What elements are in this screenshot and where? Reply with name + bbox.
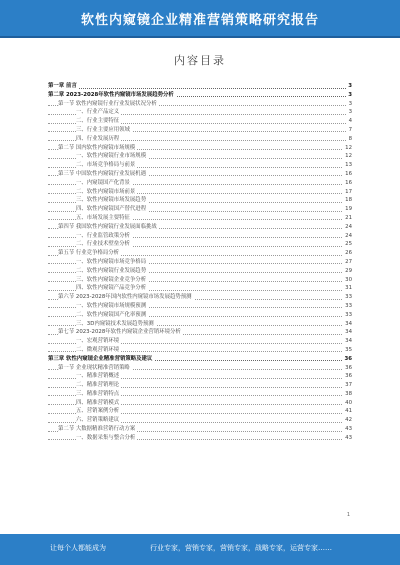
toc-entry-sub[interactable] xyxy=(48,196,352,205)
toc-entry-sub[interactable] xyxy=(48,390,352,399)
toc-entry-page: 27 xyxy=(345,258,352,265)
toc-entry-page: 13 xyxy=(345,162,352,169)
toc-entry-sub[interactable] xyxy=(48,240,352,249)
toc-entry-label: 一、精准营销概述 xyxy=(76,373,120,380)
toc-entry-label: 一、软性内窥镜行业市场规模 xyxy=(76,153,147,160)
toc-entry-page: 12 xyxy=(345,153,352,160)
footer-slogan-left: 让每个人都能成为 xyxy=(50,544,106,552)
toc-entry-sub[interactable] xyxy=(48,179,352,188)
toc-entry-sub[interactable] xyxy=(48,267,352,276)
toc-entry-label: 第二节 国内软性内窥镜市场规模 xyxy=(58,144,136,151)
toc-entry-page: 36 xyxy=(345,364,352,371)
toc-entry-page: 3 xyxy=(348,91,352,98)
toc-entry-sub[interactable] xyxy=(48,232,352,241)
toc-entry-label: 第一章 前言 xyxy=(48,83,77,89)
toc-entry-page: 3 xyxy=(348,100,352,107)
toc-entry-page: 16 xyxy=(345,170,352,177)
toc-entry-section[interactable] xyxy=(48,100,352,109)
toc-entry-label: 二、精准营销理论 xyxy=(76,382,120,389)
toc-entry-label: 六、营销策略建议 xyxy=(76,417,120,424)
toc-entry-section[interactable] xyxy=(48,144,352,153)
header-divider xyxy=(0,36,400,38)
toc-entry-page: 19 xyxy=(345,206,352,213)
toc-entry-sub[interactable] xyxy=(48,311,352,320)
dot-leader xyxy=(48,88,352,89)
toc-entry-sub[interactable] xyxy=(48,416,352,425)
toc-entry-chapter[interactable] xyxy=(48,91,352,100)
toc-entry-page: 31 xyxy=(345,285,352,292)
toc-entry-page: 24 xyxy=(345,223,352,230)
toc-entry-label: 三、精准营销特点 xyxy=(76,390,120,397)
toc-entry-sub[interactable] xyxy=(48,205,352,214)
toc-entry-label: 第五节 行业竞争格局分析 xyxy=(58,250,120,257)
toc-entry-page: 21 xyxy=(345,214,352,221)
toc-entry-sub[interactable] xyxy=(48,135,352,144)
toc-entry-sub[interactable] xyxy=(48,108,352,117)
toc-entry-sub[interactable] xyxy=(48,399,352,408)
toc-entry-section[interactable] xyxy=(48,170,352,179)
toc-entry-label: 四、精准营销模式 xyxy=(76,399,120,406)
toc-entry-label: 第二章 2023-2028年软性内窥镜市场发展趋势分析 xyxy=(48,91,174,98)
toc-heading: 内容目录 xyxy=(174,54,226,67)
toc-entry-sub[interactable] xyxy=(48,214,352,223)
toc-entry-chapter[interactable] xyxy=(48,82,352,91)
toc-entry-page: 7 xyxy=(348,126,352,133)
toc-entry-page: 29 xyxy=(345,267,352,274)
toc-entry-page: 24 xyxy=(345,232,352,239)
toc-entry-page: 26 xyxy=(345,250,352,257)
toc-entry-page: 8 xyxy=(348,135,352,142)
toc-entry-section[interactable] xyxy=(48,364,352,373)
toc-entry-sub[interactable] xyxy=(48,372,352,381)
toc-entry-label: 五、营销案例分析 xyxy=(76,408,120,415)
toc-entry-label: 一、行业监管政策分析 xyxy=(76,232,130,239)
toc-entry-chapter[interactable] xyxy=(48,355,352,364)
toc-entry-section[interactable] xyxy=(48,223,352,232)
toc-entry-label: 一、内窥镜国产化背景 xyxy=(76,179,130,186)
toc-entry-label: 第六节 2023-2028年国内软性内窥镜市场发展趋势预测 xyxy=(58,294,192,301)
toc-entry-sub[interactable] xyxy=(48,407,352,416)
toc-entry-label: 三、3D内窥镜技术发展趋势预测 xyxy=(76,320,154,327)
toc-entry-label: 三、软性内窥镜企业竞争分析 xyxy=(76,276,147,283)
toc-entry-label: 四、软性内窥镜产品竞争分析 xyxy=(76,285,147,292)
toc-entry-sub[interactable] xyxy=(48,276,352,285)
toc-entry-page: 17 xyxy=(345,188,352,195)
toc-entry-page: 34 xyxy=(345,329,352,336)
toc-entry-sub[interactable] xyxy=(48,320,352,329)
toc-entry-label: 第一节 企业现状精准营销策略 xyxy=(58,364,130,371)
table-of-contents xyxy=(48,82,352,443)
toc-entry-page: 43 xyxy=(345,434,352,441)
toc-entry-page: 42 xyxy=(345,417,352,424)
toc-entry-label: 二、市场竞争格局与前景 xyxy=(76,162,136,169)
toc-entry-page: 38 xyxy=(345,390,352,397)
toc-entry-label: 二、微观营销环境 xyxy=(76,346,120,353)
toc-entry-page: 33 xyxy=(345,311,352,318)
toc-entry-sub[interactable] xyxy=(48,117,352,126)
toc-entry-label: 二、软性内窥镜国产化率预测 xyxy=(76,311,147,318)
toc-entry-page: 30 xyxy=(345,276,352,283)
toc-entry-sub[interactable] xyxy=(48,434,352,443)
toc-entry-page: 41 xyxy=(345,408,352,415)
toc-entry-label: 第三章 软性内窥镜企业精准营销策略及建议 xyxy=(48,355,153,362)
toc-entry-label: 五、市场发展主要特征 xyxy=(76,214,130,221)
toc-entry-label: 第三节 中国软性内窥镜行业发展机遇 xyxy=(58,170,146,177)
footer-slogan-right: 行业专家，营销专家，营销专家，战略专家，运营专家…… xyxy=(150,544,332,552)
toc-entry-sub[interactable] xyxy=(48,337,352,346)
toc-entry-label: 第二节 大数据精准营销行动方案 xyxy=(58,426,136,433)
toc-entry-section[interactable] xyxy=(48,249,352,258)
toc-entry-section[interactable] xyxy=(48,328,352,337)
toc-entry-label: 第七节 2023-2028年软性内窥镜企业营销环境分析 xyxy=(58,329,181,336)
toc-entry-page: 33 xyxy=(345,294,352,301)
toc-entry-page: 34 xyxy=(345,338,352,345)
toc-entry-page: 4 xyxy=(348,118,352,125)
toc-entry-label: 第四节 我国软性内窥镜行业发展面临挑战 xyxy=(58,223,157,230)
toc-entry-label: 一、行业产品定义 xyxy=(76,109,120,116)
toc-entry-label: 四、行业发展历程 xyxy=(76,135,120,142)
toc-entry-label: 第一节 软性内窥镜行业行业发展状况分析 xyxy=(58,100,157,107)
report-title: 软性内窥镜企业精准营销策略研究报告 xyxy=(80,13,319,28)
toc-entry-sub[interactable] xyxy=(48,188,352,197)
toc-entry-page: 3 xyxy=(348,109,352,116)
toc-entry-page: 12 xyxy=(345,144,352,151)
toc-entry-page: 25 xyxy=(345,241,352,248)
toc-entry-page: 16 xyxy=(345,179,352,186)
toc-entry-label: 二、软性内窥镜行业发展趋势 xyxy=(76,267,147,274)
toc-entry-page: 3 xyxy=(348,83,352,89)
toc-entry-label: 三、行业主要应用领域 xyxy=(76,126,130,133)
toc-entry-page: 37 xyxy=(345,382,352,389)
toc-entry-sub[interactable] xyxy=(48,258,352,267)
toc-entry-label: 二、行业主要特征 xyxy=(76,118,120,125)
toc-entry-page: 36 xyxy=(345,373,352,380)
toc-entry-page: 43 xyxy=(345,426,352,433)
toc-entry-sub[interactable] xyxy=(48,346,352,355)
toc-entry-label: 一、数据采集与整合分析 xyxy=(76,434,136,441)
toc-entry-sub[interactable] xyxy=(48,126,352,135)
toc-entry-label: 二、行业技术壁垒分析 xyxy=(76,241,130,248)
toc-entry-sub[interactable] xyxy=(48,381,352,390)
toc-entry-page: 33 xyxy=(345,302,352,309)
toc-entry-section[interactable] xyxy=(48,293,352,302)
page-number: 1 xyxy=(346,512,350,518)
toc-entry-sub[interactable] xyxy=(48,284,352,293)
toc-entry-section[interactable] xyxy=(48,425,352,434)
toc-entry-label: 四、软性内窥镜国产替代进程 xyxy=(76,206,147,213)
toc-entry-page: 36 xyxy=(344,355,352,362)
toc-entry-label: 一、宏观营销环境 xyxy=(76,338,120,345)
toc-entry-page: 40 xyxy=(345,399,352,406)
toc-entry-sub[interactable] xyxy=(48,302,352,311)
toc-entry-page: 18 xyxy=(345,197,352,204)
toc-entry-label: 一、软性内窥镜市场规模预测 xyxy=(76,302,147,309)
toc-entry-page: 35 xyxy=(345,346,352,353)
toc-entry-label: 一、软性内窥镜市场竞争格局 xyxy=(76,258,147,265)
toc-entry-label: 三、软性内窥镜市场发展趋势 xyxy=(76,197,147,204)
toc-entry-label: 二、软性内窥镜市场前景 xyxy=(76,188,136,195)
toc-entry-sub[interactable] xyxy=(48,161,352,170)
toc-entry-page: 34 xyxy=(345,320,352,327)
toc-entry-sub[interactable] xyxy=(48,152,352,161)
